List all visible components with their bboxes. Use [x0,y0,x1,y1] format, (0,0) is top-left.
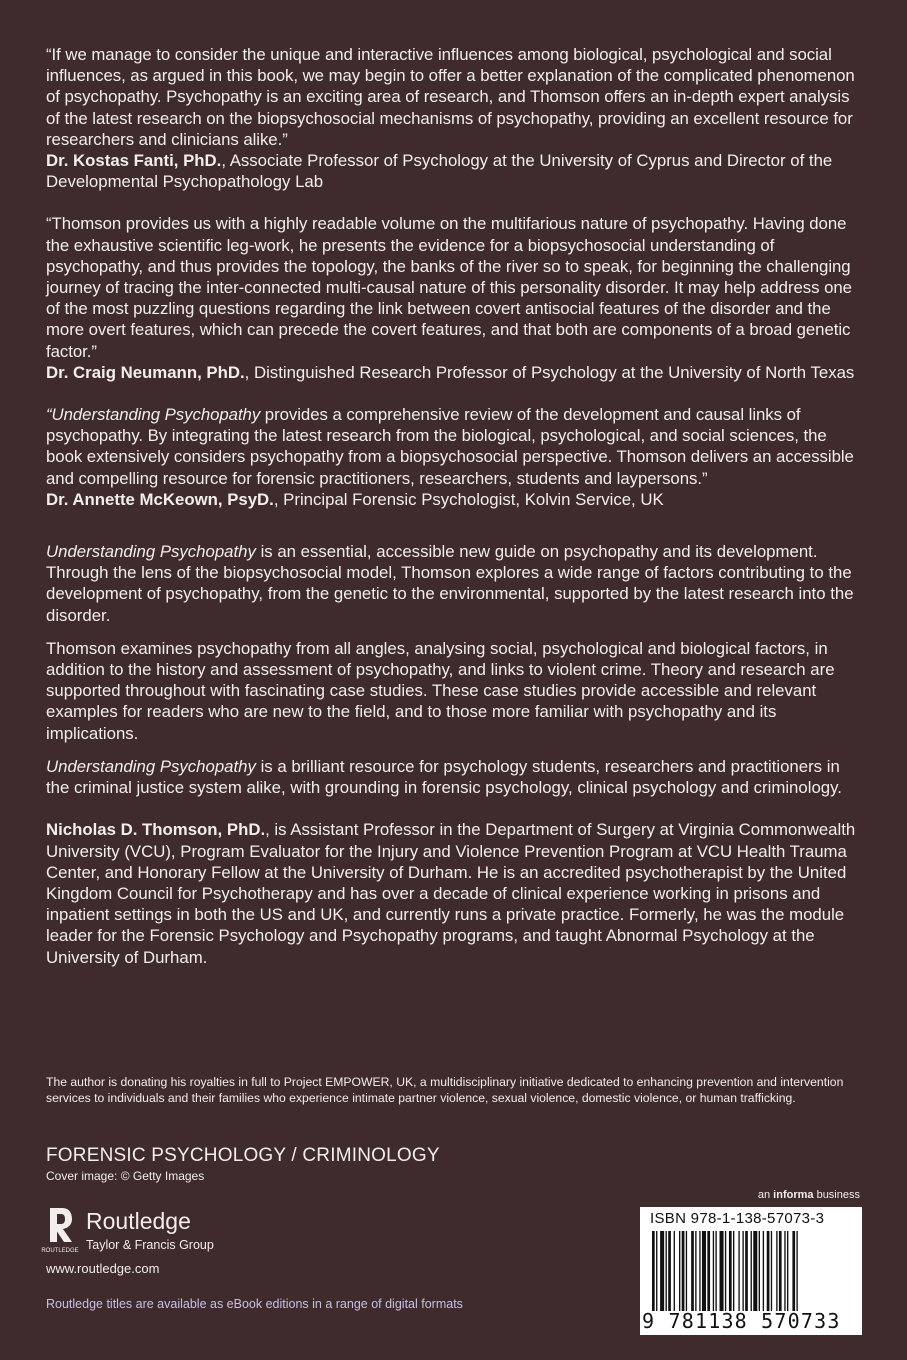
barcode-bar [682,1231,685,1311]
review-quote-1: “If we manage to consider the unique and interactive influences among biological, psychological and social influences, as argued in this book, we may begin to offer a better explanation of the complicated phenomenon of psychopathy. Psychopathy is an exciting area of research, and Thomson offers an in-depth expert analysis of the latest research on the biopsychosocial mechanisms of psychopathy, providing an excellent resource for researchers and clinicians alike.” [46,45,855,149]
barcode-bar [779,1231,782,1311]
description-paragraph-2: Thomson examines psychopathy from all angles, analysing social, psychological and biological factors, in addition to the history and assessment of psychopathy, and links to violent crime. Theory and research are supported throughout with fascinating case studies. These case studies provide accessible and relevant examples for readers who are new to the field, and to those more familiar with psychopathy and its implications. [46,638,835,743]
barcode-bar [796,1231,797,1311]
barcode-bar [776,1231,777,1311]
review-quote-3-title: “Understanding Psychopathy [46,405,261,425]
review-quote-2: “Thomson provides us with a highly readable volume on the multifarious nature of psychopathy. Having done the exhaustive scientific leg-work, he presents the evidence for a biopsychosocial understanding of psychopathy, and thus provides the topology, the banks of the river so to speak, for beginning the challenging journey of tracing the inter-connected multi-causal nature of this personality disorder. It may help address one of the most puzzling questions regarding the link between covert antisocial features of the disorder and the more overt features, which can precede the covert features, and that both are components of a broad genetic factor.” [46,214,852,361]
isbn-label: ISBN 978-1-138-57073-3 [650,1210,825,1227]
informa-tagline: an informa business [757,1189,860,1201]
description-paragraph-1: Understanding Psychopathy is an essential, accessible new guide on psychopathy and its development. Through the lens of the biopsychosocial model, Thomson explores a wide range of factors contributing to the development of psychopathy, from the genetic to the environmental, supported by the latest research into the disorder. [46,542,854,625]
barcode-bars [646,1231,856,1311]
royalty-note: The author is donating his royalties in full to Project EMPOWER, UK, a multidisciplinary initiative dedicated to enhancing prevention and intervention services to individuals and their families who experience intimate partner violence, sexual violence, domestic violence, or human trafficking. [46,1075,844,1105]
cover-credit: Cover image: © Getty Images [46,1169,205,1183]
svg-text:ROUTLEDGE: ROUTLEDGE [41,1248,79,1254]
reviewer-role-2: , Distinguished Research Professor of Psychology at the University of North Texas [244,362,855,382]
isbn-barcode [640,1207,862,1335]
barcode-bar [784,1231,785,1311]
barcode-bar [733,1231,734,1311]
barcode-bar [652,1231,655,1311]
barcode-bar [753,1231,757,1311]
barcode-bar [695,1231,696,1311]
reviewer-name-3: Dr. Annette McKeown, PsyD. [46,489,274,509]
barcode-bar [745,1231,748,1311]
barcode-bar [720,1231,724,1311]
barcode-bar [751,1231,752,1311]
publisher-url: www.routledge.com [46,1261,160,1276]
barcode-bar [674,1231,675,1311]
review-attribution-3 [46,489,862,510]
description-paragraph-3: Understanding Psychopathy is a brilliant resource for psychology students, researchers and practitioners in the criminal justice system alike, with grounding in forensic psychology, clinical psychology and criminology. [46,756,842,798]
reviewer-name-1: Dr. Kostas Fanti, PhD. [46,151,222,171]
barcode-bar [713,1231,714,1311]
barcode-bar [738,1231,739,1311]
barcode-bar [691,1231,694,1311]
barcode-bar [666,1231,667,1311]
barcode-bar [771,1231,772,1311]
barcode-bar [759,1231,760,1311]
reviewer-role-1: , Associate Professor of Psychology at the University of Cyprus and Director of the Developmental Psychopathology Lab [46,151,833,192]
barcode-bar [725,1231,726,1311]
back-cover-text [46,44,862,980]
barcode-bar [792,1231,795,1311]
barcode-bar [702,1231,706,1311]
barcode-bar [660,1231,664,1311]
reviewer-role-3: , Principal Forensic Psychologist, Kolvin Service, UK [273,489,664,509]
routledge-mark-icon [41,1206,79,1254]
barcode-bar [686,1231,687,1311]
barcode-bar [707,1231,710,1311]
barcode-bar [679,1231,680,1311]
review-quote-3: “Understanding Psychopathy provides a comprehensive review of the development and causal links of psychopathy. By integrating the latest research from the biological, psychological, and social sciences, the book extensively considers psychopathy from a biopsychosocial perspective. Thomson delivers an accessible and compelling resource for forensic practitioners, researchers, students and laypersons.” [46,405,854,488]
barcode-bar [656,1231,657,1311]
routledge-logo [41,1206,246,1258]
barcode-bar [767,1231,770,1311]
barcode-bar [699,1231,700,1311]
barcode-bar [742,1231,743,1311]
ebook-note: Routledge titles are available as eBook editions in a range of digital formats [46,1297,463,1311]
publisher-name: Routledge [86,1208,191,1234]
author-name: Nicholas D. Thomson, PhD. [46,820,266,840]
review-attribution-2 [46,362,862,383]
publisher-group: Taylor & Francis Group [86,1238,214,1252]
category-label: FORENSIC PSYCHOLOGY / CRIMINOLOGY [46,1145,440,1166]
barcode-bar [787,1231,788,1311]
barcode-bar [763,1231,764,1311]
barcode-bar [715,1231,716,1311]
barcode-digits: 9 781138 570733 [642,1309,841,1333]
barcode-bar [729,1231,732,1311]
barcode-bar [668,1231,671,1311]
reviewer-name-2: Dr. Craig Neumann, PhD. [46,362,245,382]
author-bio: Nicholas D. Thomson, PhD., is Assistant Professor in the Department of Surgery at Virginia Commonwealth University (VCU), Program Evaluator for the Injury and Violence Prevention Program at VCU Health Trauma Center, and Honorary Fellow at the University of Durham. He is an accredited psychotherapist by the United Kingdom Council for Psychotherapy and has over a decade of clinical experience working in prisons and inpatient settings in both the US and UK, and currently runs a private practice. Formerly, he was the module leader for the Forensic Psychology and Psychopathy programs, and taught Abnormal Psychology at the University of Durham. [46,820,856,967]
review-attribution-1 [46,150,862,192]
